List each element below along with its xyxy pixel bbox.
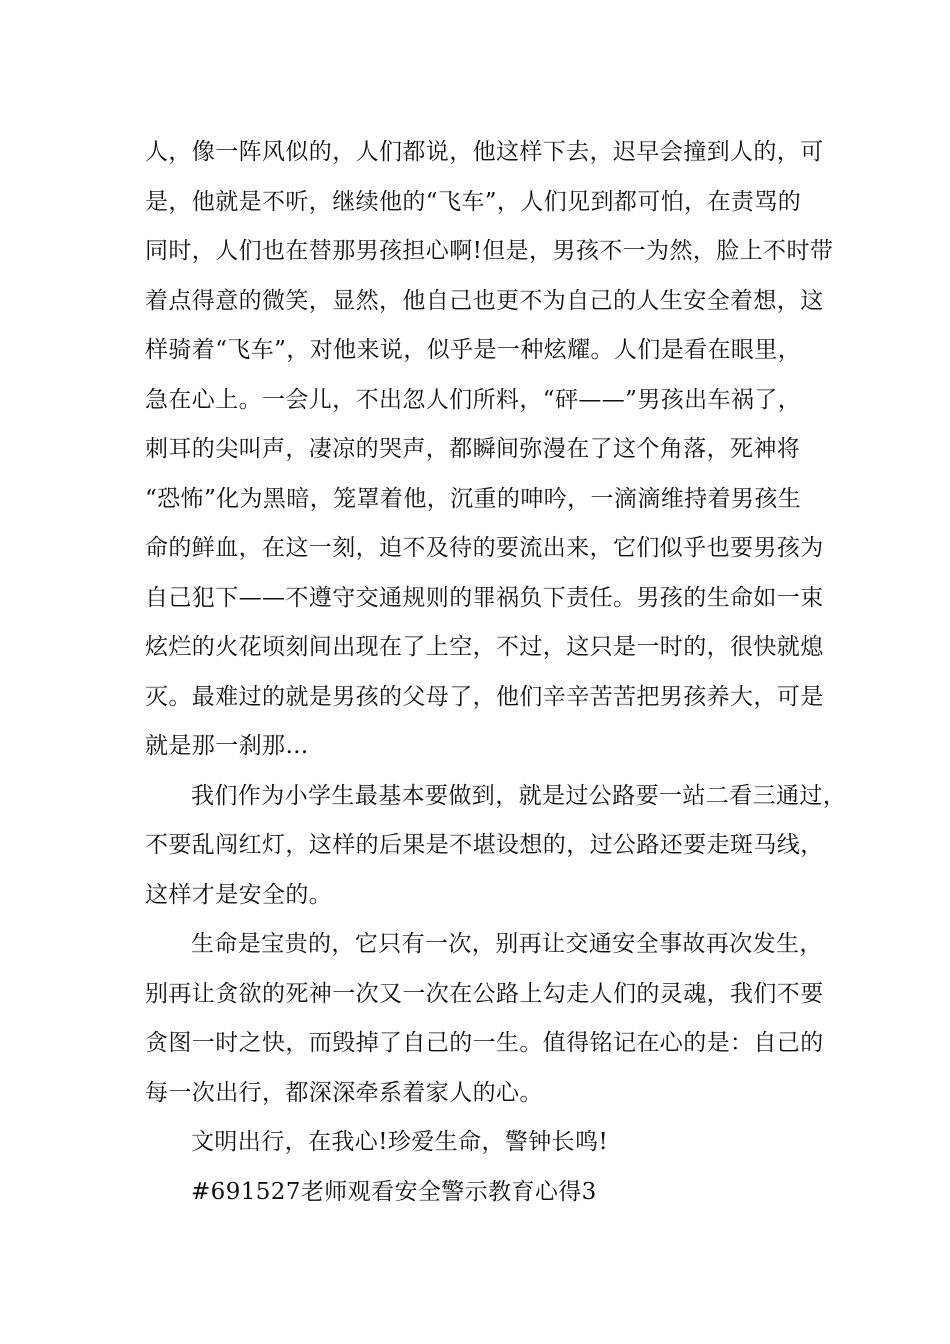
text-line: 就是那一刹那… <box>145 733 309 759</box>
text-line: 我们作为小学生最基本要做到，就是过公路要一站二看三通过， <box>191 782 847 809</box>
paragraph-story <box>145 128 834 772</box>
text-line: 这样才是安全的。 <box>145 881 333 908</box>
paragraph-slogan <box>145 1118 825 1168</box>
text-line: 文明出行，在我心!珍爱生命，警钟长鸣! <box>191 1129 609 1155</box>
text-line: 人，像一阵风似的，人们都说，他这样下去，迟早会撞到人的，可 <box>145 139 824 165</box>
text-line: 不要乱闯红灯，这样的后果是不堪设想的，过公路还要走斑马线， <box>145 832 824 858</box>
text-line: 同时，人们也在替那男孩担心啊!但是，男孩不一为然，脸上不时带 <box>145 238 834 264</box>
text-line: 炫烂的火花顷刻间出现在了上空，不过，这只是一时的，很快就熄 <box>145 634 824 660</box>
text-line: 急在心上。一会儿，不出忽人们所料，“砰——”男孩出车祸了， <box>145 386 802 413</box>
next-section-heading <box>145 1168 825 1218</box>
text-line: 刺耳的尖叫声，凄凉的哭声，都瞬间弥漫在了这个角落，死神将 <box>145 436 801 462</box>
text-line: 自己犯下——不遵守交通规则的罪祸负下责任。男孩的生命如一束 <box>145 584 824 611</box>
paragraph-advice <box>145 772 847 921</box>
text-line: 灭。最难过的就是男孩的父母了，他们辛辛苦苦把男孩养大，可是 <box>145 683 824 710</box>
text-line: 别再让贪欲的死神一次又一次在公路上勾走人们的灵魂，我们不要 <box>145 980 824 1007</box>
text-line: 着点得意的微笑，显然，他自己也更不为自己的人生安全着想，这 <box>145 287 824 314</box>
paragraph-life <box>145 920 825 1118</box>
text-line: 命的鲜血，在这一刻，迫不及待的要流出来，它们似乎也要男孩为 <box>145 535 824 561</box>
section-heading: #691527老师观看安全警示教育心得3 <box>191 1178 597 1205</box>
text-line: 是，他就是不听，继续他的“飞车”，人们见到都可怕，在责骂的 <box>145 188 802 215</box>
text-line: “恐怖”化为黑暗，笼罩着他，沉重的呻吟，一滴滴维持着男孩生 <box>145 485 802 512</box>
text-line: 贪图一时之快，而毁掉了自己的一生。值得铭记在心的是：自己的 <box>145 1030 824 1056</box>
text-line: 生命是宝贵的，它只有一次，别再让交通安全事故再次发生， <box>191 931 823 957</box>
text-line: 样骑着“飞车”，对他来说，似乎是一种炫耀。人们是看在眼里， <box>145 337 802 363</box>
text-line: 每一次出行，都深深牵系着家人的心。 <box>145 1079 543 1106</box>
document-body <box>145 128 847 1217</box>
